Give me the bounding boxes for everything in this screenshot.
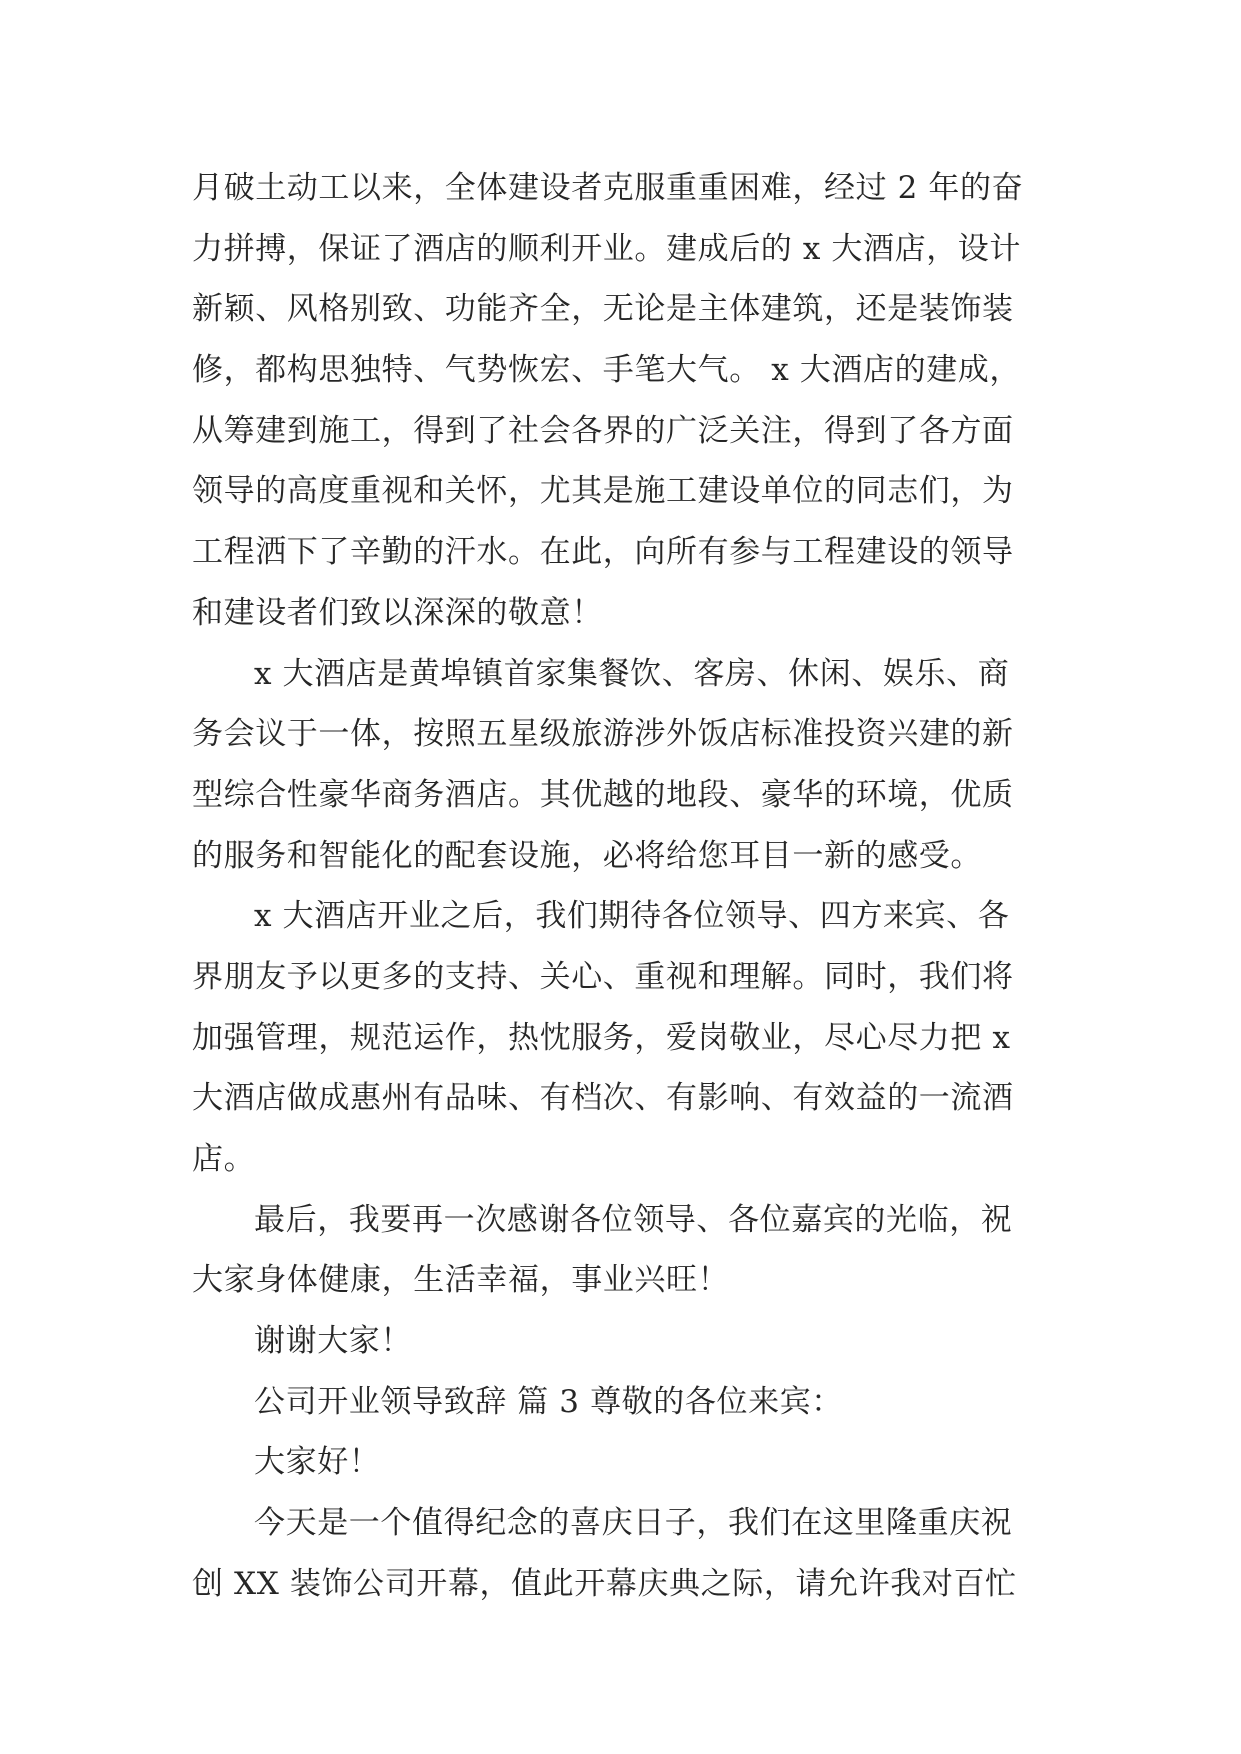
text-line: 界朋友予以更多的支持、关心、重视和理解。同时，我们将 [192, 958, 1014, 995]
paragraph-first-line: 今天是一个值得纪念的喜庆日子，我们在这里隆重庆祝 [254, 1505, 1013, 1542]
paragraph-first-line: x 大酒店是黄埠镇首家集餐饮、客房、休闲、娱乐、商 [254, 655, 1010, 692]
text-line: 领导的高度重视和关怀，尤其是施工建设单位的同志们，为 [192, 473, 1014, 510]
text-line: 型综合性豪华商务酒店。其优越的地段、豪华的环境，优质 [192, 776, 1014, 813]
text-line: 力拼搏，保证了酒店的顺利开业。建成后的 x 大酒店，设计 [192, 230, 1021, 267]
text-line: 月破土动工以来，全体建设者克服重重困难，经过 2 年的奋 [192, 170, 1024, 206]
text-line: 修，都构思独特、气势恢宏、手笔大气。 x 大酒店的建成， [192, 352, 1021, 389]
document-body [192, 158, 1052, 1615]
paragraph-first-line: x 大酒店开业之后，我们期待各位领导、四方来宾、各 [254, 898, 1010, 935]
text-line: 大酒店做成惠州有品味、有档次、有影响、有效益的一流酒 [192, 1080, 1014, 1117]
greeting-line: 大家好！ [254, 1444, 381, 1481]
text-line: 务会议于一体，按照五星级旅游涉外饭店标准投资兴建的新 [192, 716, 1014, 753]
text-line: 店。 [192, 1141, 256, 1177]
section-heading-line: 公司开业领导致辞 篇 3 尊敬的各位来宾： [254, 1383, 843, 1420]
text-line: 大家身体健康，生活幸福，事业兴旺！ [192, 1262, 730, 1299]
text-line: 的服务和智能化的配套设施，必将给您耳目一新的感受。 [192, 837, 982, 874]
text-line: 工程洒下了辛勤的汗水。在此，向所有参与工程建设的领导 [192, 534, 1014, 571]
text-line: 从筹建到施工，得到了社会各界的广泛关注，得到了各方面 [192, 412, 1014, 449]
paragraph-first-line: 最后，我要再一次感谢各位领导、各位嘉宾的光临，祝 [254, 1201, 1013, 1238]
thanks-line: 谢谢大家！ [254, 1323, 412, 1360]
text-line: 新颖、风格别致、功能齐全，无论是主体建筑，还是装饰装 [192, 291, 1014, 328]
text-line: 创 XX 装饰公司开幕，值此开幕庆典之际，请允许我对百忙 [192, 1565, 1017, 1602]
text-line: 和建设者们致以深深的敬意！ [192, 594, 603, 631]
text-line: 加强管理，规范运作，热忱服务，爱岗敬业，尽心尽力把 x [192, 1019, 1011, 1056]
